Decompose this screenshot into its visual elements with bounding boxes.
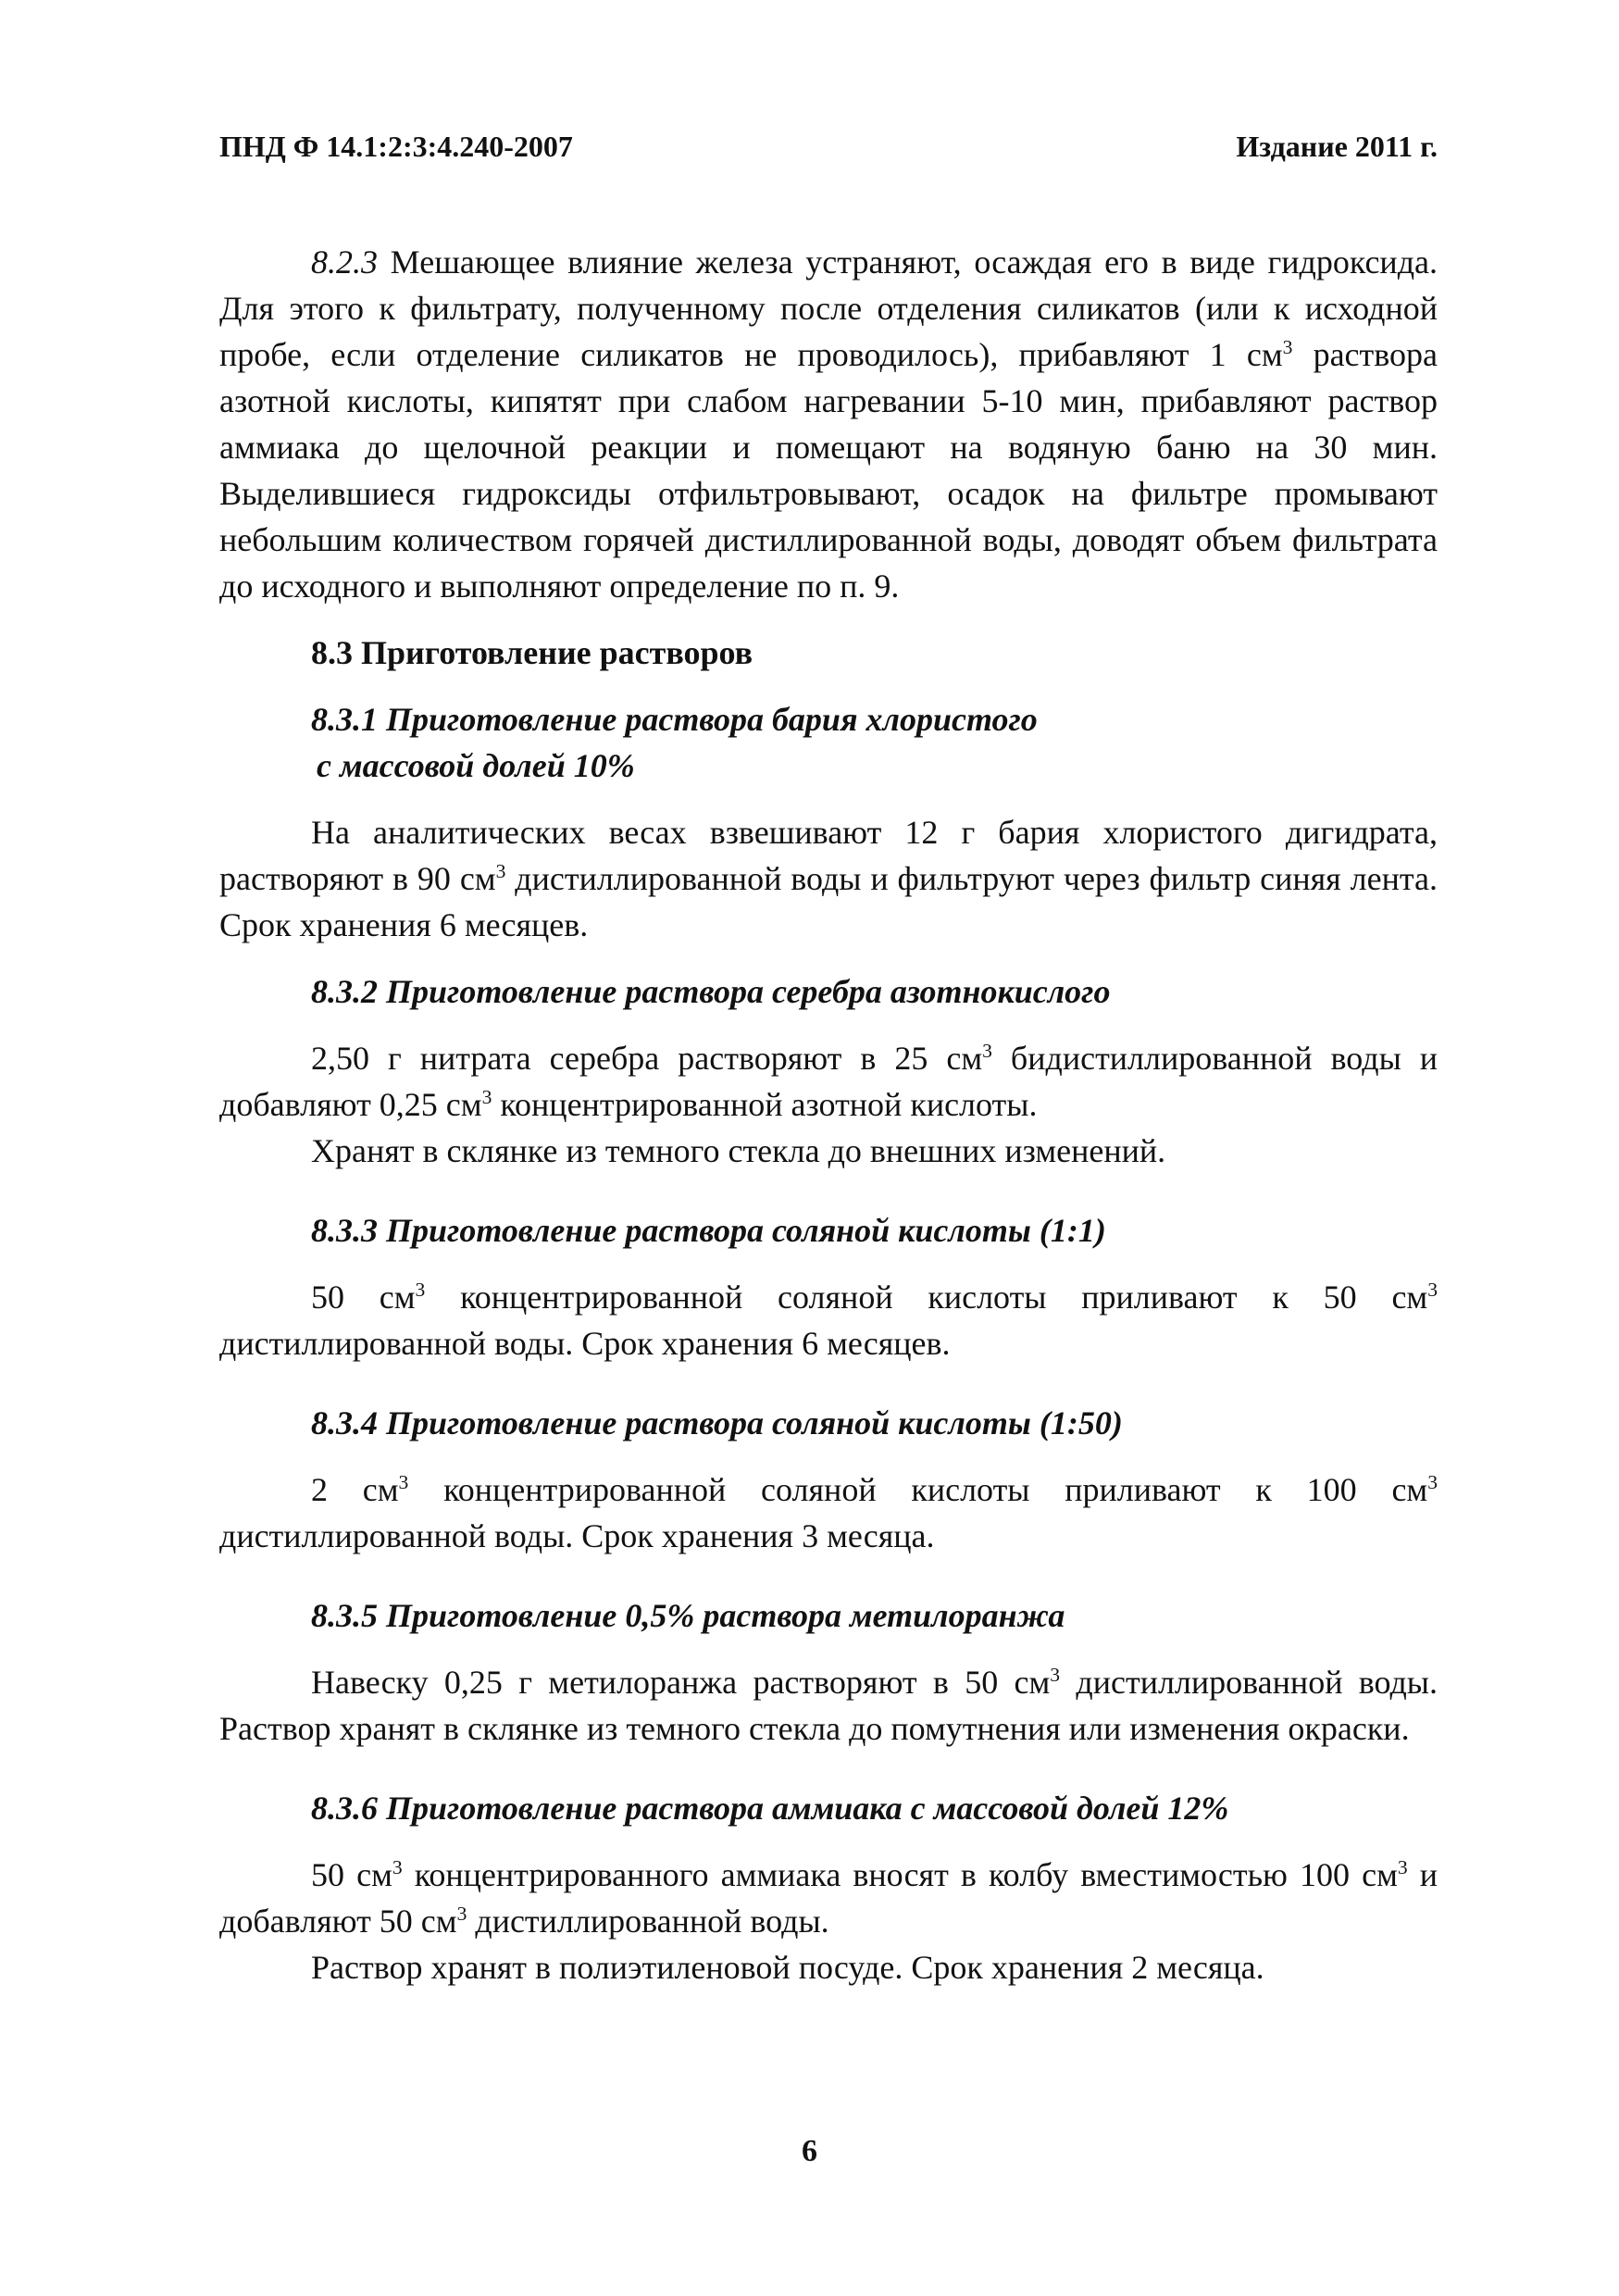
paragraph-8-3-2: 2,50 г нитрата серебра растворяют в 25 $см^3$ бидистиллированной воды и добавляют 0,25 $см^3$ концентрированной азотной кислоты.: [219, 1040, 1438, 1123]
subsection-title-8-3-2: 8.3.2 Приготовление раствора серебра азотнокислого: [311, 973, 1111, 1010]
paragraph-8-3-4: 2 $см^3$ концентрированной соляной кислоты приливают к 100 $см^3$ дистиллированной воды. Срок хранения 3 месяца.: [219, 1471, 1438, 1554]
paragraph-8-3-6-storage: Раствор хранят в полиэтиленовой посуде. Срок хранения 2 месяца.: [311, 1949, 1264, 1986]
paragraph-8-3-5: Навеску 0,25 г метилоранжа растворяют в 50 $см^3$ дистиллированной воды. Раствор хранят в склянке из темного стекла до помутнения или изменения окраски.: [219, 1664, 1438, 1747]
page-content: [219, 239, 1438, 1990]
paragraph-8-3-6: 50 $см^3$ концентрированного аммиака вносят в колбу вместимостью 100 $см^3$ и добавляют 50 $см^3$ дистиллированной воды.: [219, 1856, 1438, 1940]
subsection-title-8-3-6: 8.3.6 Приготовление раствора аммиака с массовой долей 12%: [311, 1790, 1229, 1827]
clause-number: 8.2.3: [311, 243, 378, 281]
document-code: ПНД Ф 14.1:2:3:4.240-2007: [219, 130, 573, 163]
paragraph-8-2-3: 8.2.3 Мешающее влияние железа устраняют, осаждая его в виде гидроксида. Для этого к фильтрату, полученному после отделения силикатов (или к исходной пробе, если отделение силикатов не проводилось), прибавляют 1 $см^3$ раствора азотной кислоты, кипятят при слабом нагревании 5-10 мин, прибавляют раствор аммиака до щелочной реакции и помещают на водяную баню на 30 мин. Выделившиеся гидроксиды отфильтровывают, осадок на фильтре промывают небольшим количеством горячей дистиллированной воды, доводят объем фильтрата до исходного и выполняют определение по п. 9.: [219, 243, 1438, 605]
edition-label: Издание 2011 г.: [1236, 130, 1438, 163]
section-title-8-3: 8.3 Приготовление растворов: [311, 634, 753, 671]
subsection-title-8-3-4: 8.3.4 Приготовление раствора соляной кислоты (1:50): [311, 1404, 1123, 1441]
paragraph-8-3-3: 50 $см^3$ концентрированной соляной кислоты приливают к 50 $см^3$ дистиллированной воды. Срок хранения 6 месяцев.: [219, 1279, 1438, 1362]
paragraph-8-3-2-storage: Хранят в склянке из темного стекла до внешних изменений.: [311, 1132, 1166, 1169]
page-header: [219, 130, 1438, 176]
subsection-title-8-3-5: 8.3.5 Приготовление 0,5% раствора метилоранжа: [311, 1597, 1065, 1634]
subsection-title-8-3-1: 8.3.1 Приготовление раствора бария хлористого с массовой долей 10%: [311, 701, 1038, 784]
page-number: 6: [802, 2134, 817, 2168]
paragraph-8-3-1: На аналитических весах взвешивают 12 г бария хлористого дигидрата, растворяют в 90 $см^3$ дистиллированной воды и фильтруют через фильтр синяя лента. Срок хранения 6 месяцев.: [219, 814, 1438, 943]
subsection-title-8-3-3: 8.3.3 Приготовление раствора соляной кислоты (1:1): [311, 1212, 1106, 1249]
